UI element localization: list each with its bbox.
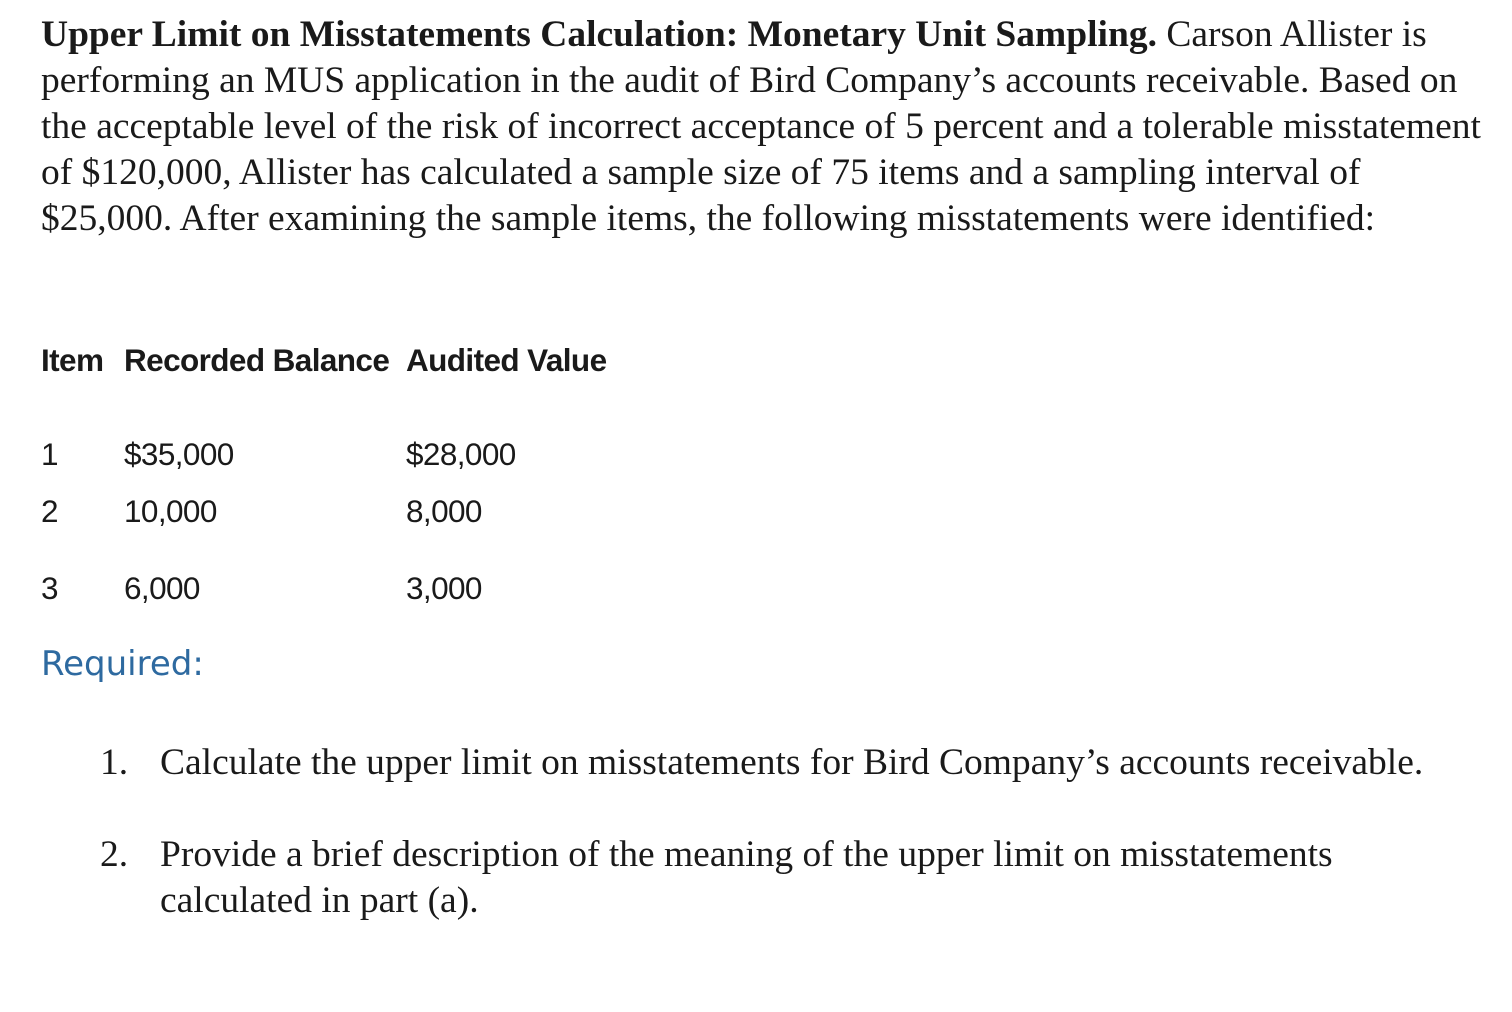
cell-item: 3: [41, 570, 58, 606]
header-item: Item: [41, 341, 104, 378]
problem-title: Upper Limit on Misstatements Calculation: Monetary Unit Sampling.: [41, 14, 1157, 55]
cell-item: 1: [41, 436, 58, 472]
required-heading: Required:: [41, 644, 204, 684]
misstatements-table: [35, 334, 642, 627]
list-item: [100, 832, 1430, 924]
cell-audited-value: 8,000: [406, 493, 482, 529]
cell-recorded-balance: $35,000: [124, 436, 234, 472]
problem-body: Carson Allister is performing an MUS application in the audit of Bird Company’s accounts receivable. Based on the acceptable level of the risk of incorrect acceptance of 5 percent and a tolerable misstatement of $120,000, Allister has calculated a sample size of 75 items and a sampling interval of $25,000. After examining the sample items, the following misstatements were identified:: [41, 14, 1481, 239]
cell-item: 2: [41, 493, 58, 529]
table-row: [35, 386, 642, 473]
header-recorded-balance: Recorded Balance: [124, 341, 390, 378]
problem-statement: [41, 12, 1481, 242]
header-audited-value: Audited Value: [406, 341, 607, 378]
list-item-number: 2.: [100, 834, 129, 875]
list-item-text: Provide a brief description of the meaning of the upper limit on misstatements calculated in part (a).: [160, 834, 1333, 921]
cell-recorded-balance: 10,000: [124, 493, 217, 529]
table-row: [35, 473, 642, 550]
requirements-list: [100, 740, 1430, 970]
cell-recorded-balance: 6,000: [124, 570, 200, 606]
list-item-number: 1.: [100, 742, 129, 783]
table-row: [35, 550, 642, 627]
list-item: [100, 740, 1430, 786]
table-header-row: [35, 334, 642, 386]
list-item-text: Calculate the upper limit on misstatements for Bird Company’s accounts receivable.: [160, 742, 1424, 783]
cell-audited-value: 3,000: [406, 570, 482, 606]
cell-audited-value: $28,000: [406, 436, 516, 472]
